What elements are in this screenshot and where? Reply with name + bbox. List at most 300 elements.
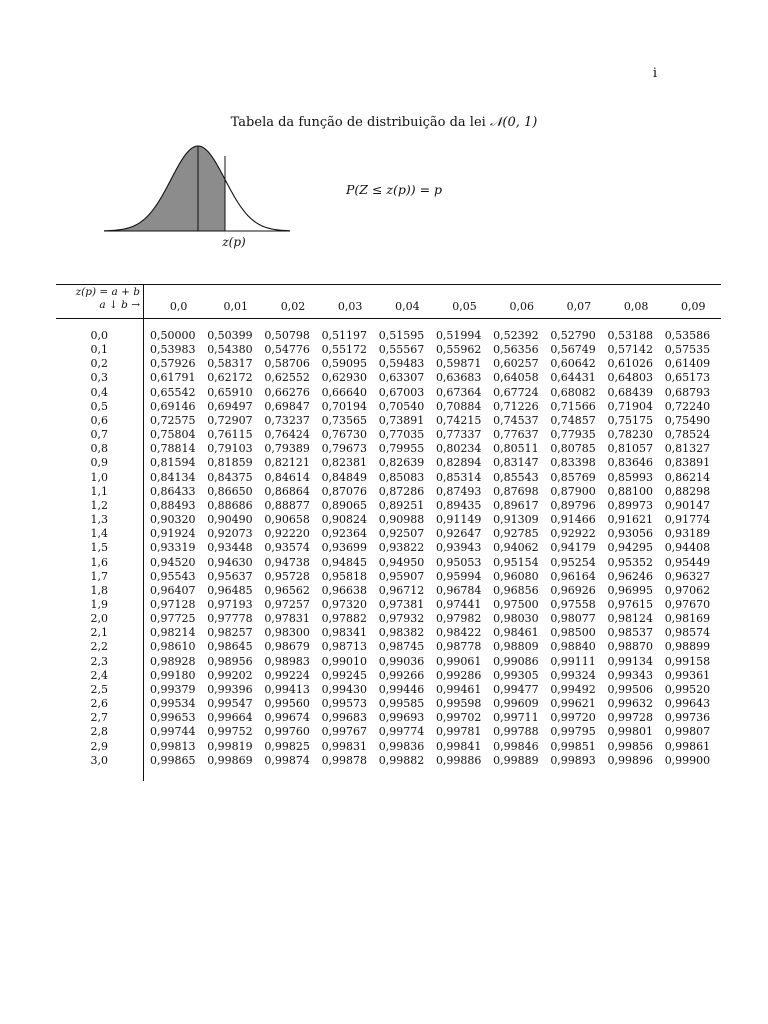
table-cell: 0,82894 xyxy=(435,456,482,470)
table-cell: 0,99674 xyxy=(264,711,310,725)
table-cell: 0,99430 xyxy=(321,682,368,696)
table-row xyxy=(150,584,722,598)
table-cell: 0,91621 xyxy=(607,513,653,527)
table-cell: 0,90147 xyxy=(664,498,711,512)
table-cell: 0,99573 xyxy=(321,697,368,711)
table-cell: 0,98030 xyxy=(493,612,539,626)
table-cell: 0,98257 xyxy=(207,626,253,640)
table-cell: 0,95449 xyxy=(664,555,711,569)
zp-label: z(p) xyxy=(222,235,246,249)
table-row xyxy=(150,471,722,485)
table-cell: 0,57535 xyxy=(664,343,711,357)
table-cell: 0,99900 xyxy=(664,753,711,767)
row-label: 1,0 xyxy=(90,470,108,484)
table-cell: 0,86864 xyxy=(264,484,310,498)
row-label: 1,3 xyxy=(90,513,108,527)
table-cell: 0,96784 xyxy=(435,583,482,597)
table-cell: 0,99202 xyxy=(207,668,253,682)
row-label: 3,0 xyxy=(90,753,108,767)
table-cell: 0,99396 xyxy=(207,682,253,696)
row-label: 2,3 xyxy=(90,654,108,668)
table-cell: 0,68439 xyxy=(607,385,653,399)
table-cell: 0,98645 xyxy=(207,640,253,654)
table-cell: 0,96407 xyxy=(150,583,196,597)
table-cell: 0,54380 xyxy=(207,343,253,357)
table-cell: 0,80785 xyxy=(550,442,596,456)
table-cell: 0,70194 xyxy=(321,399,368,413)
row-label: 1,8 xyxy=(90,583,108,597)
table-cell: 0,99609 xyxy=(493,697,539,711)
table-cell: 0,86433 xyxy=(150,484,196,498)
column-header: 0,03 xyxy=(337,300,363,313)
table-cell: 0,97381 xyxy=(378,597,425,611)
table-cell: 0,99831 xyxy=(321,739,368,753)
title-text: Tabela da função de distribuição da lei xyxy=(230,115,486,130)
table-cell: 0,97558 xyxy=(550,597,596,611)
table-cell: 0,95154 xyxy=(493,555,539,569)
table-cell: 0,67003 xyxy=(378,385,425,399)
table-cell: 0,81327 xyxy=(664,442,711,456)
table-cell: 0,99795 xyxy=(550,725,596,739)
table-cell: 0,73565 xyxy=(321,413,368,427)
row-label: 2,7 xyxy=(90,711,108,725)
row-label: 0,3 xyxy=(90,371,108,385)
table-cell: 0,89435 xyxy=(435,498,482,512)
table-cell: 0,94179 xyxy=(550,541,596,555)
title-law: 𝒩(0, 1) xyxy=(489,115,538,130)
row-label: 0,4 xyxy=(90,385,108,399)
table-cell: 0,60642 xyxy=(550,357,596,371)
table-cell: 0,79673 xyxy=(321,442,368,456)
table-cell: 0,98713 xyxy=(321,640,368,654)
row-label: 0,9 xyxy=(90,456,108,470)
table-cell: 0,63307 xyxy=(378,371,425,385)
table-cell: 0,83147 xyxy=(493,456,539,470)
table-cell: 0,87076 xyxy=(321,484,368,498)
column-header: 0,0 xyxy=(169,300,188,313)
table-cell: 0,78524 xyxy=(664,428,711,442)
table-row xyxy=(150,612,722,626)
table-cell: 0,99893 xyxy=(550,753,596,767)
table-cell: 0,99874 xyxy=(264,753,310,767)
table-cell: 0,59483 xyxy=(378,357,425,371)
table-cell: 0,92073 xyxy=(207,527,253,541)
row-label: 2,1 xyxy=(90,626,108,640)
table-cell: 0,99010 xyxy=(321,654,368,668)
table-row xyxy=(150,697,722,711)
probability-formula: P(Z ≤ z(p)) = p xyxy=(346,182,443,197)
table-cell: 0,84134 xyxy=(150,470,196,484)
row-label: 2,4 xyxy=(90,668,108,682)
table-cell: 0,99632 xyxy=(607,697,653,711)
table-cell: 0,99560 xyxy=(264,697,310,711)
table-row xyxy=(150,357,722,371)
table-cell: 0,98382 xyxy=(378,626,425,640)
table-cell: 0,69847 xyxy=(264,399,310,413)
table-cell: 0,89251 xyxy=(378,498,425,512)
table-cell: 0,99286 xyxy=(435,668,482,682)
table-cell: 0,58706 xyxy=(264,357,310,371)
table-cell: 0,99841 xyxy=(435,739,482,753)
table-cell: 0,99856 xyxy=(607,739,653,753)
table-cell: 0,99752 xyxy=(207,725,253,739)
column-header: 0,05 xyxy=(452,300,477,313)
table-cell: 0,90490 xyxy=(207,513,253,527)
table-cell: 0,99736 xyxy=(664,711,711,725)
table-cell: 0,59095 xyxy=(321,357,368,371)
table-row xyxy=(150,683,722,697)
table-cell: 0,99492 xyxy=(550,682,596,696)
table-cell: 0,85083 xyxy=(378,470,425,484)
table-cell: 0,86214 xyxy=(664,470,711,484)
table-cell: 0,99266 xyxy=(378,668,425,682)
table-cell: 0,99825 xyxy=(264,739,310,753)
table-row xyxy=(150,640,722,654)
table-cell: 0,97670 xyxy=(664,597,711,611)
table-cell: 0,99534 xyxy=(150,697,196,711)
table-cell: 0,81057 xyxy=(607,442,653,456)
table-cell: 0,85314 xyxy=(435,470,482,484)
table-cell: 0,99693 xyxy=(378,711,425,725)
table-cell: 0,65910 xyxy=(207,385,253,399)
table-cell: 0,92220 xyxy=(264,527,310,541)
table-cell: 0,88877 xyxy=(264,498,310,512)
table-cell: 0,90658 xyxy=(264,513,310,527)
table-cell: 0,72907 xyxy=(207,413,253,427)
row-label: 1,2 xyxy=(90,498,108,512)
column-header: 0,04 xyxy=(395,300,420,313)
table-cell: 0,84614 xyxy=(264,470,310,484)
table-cell: 0,99720 xyxy=(550,711,596,725)
table-cell: 0,97441 xyxy=(435,597,482,611)
table-cell: 0,56356 xyxy=(493,343,539,357)
column-header: 0,08 xyxy=(623,300,649,313)
table-cell: 0,99224 xyxy=(264,668,310,682)
table-cell: 0,99520 xyxy=(664,682,711,696)
table-cell: 0,98500 xyxy=(550,626,596,640)
table-cell: 0,98610 xyxy=(150,640,196,654)
table-cell: 0,98870 xyxy=(607,640,653,654)
column-header: 0,02 xyxy=(280,300,306,313)
table-cell: 0,72575 xyxy=(150,413,196,427)
row-label: 1,7 xyxy=(90,569,108,583)
table-cell: 0,99477 xyxy=(493,682,539,696)
table-cell: 0,94062 xyxy=(493,541,539,555)
page-title xyxy=(0,115,768,130)
table-cell: 0,95728 xyxy=(264,569,310,583)
table-cell: 0,99865 xyxy=(150,753,196,767)
table-cell: 0,64058 xyxy=(493,371,539,385)
table-cell: 0,97128 xyxy=(150,597,196,611)
table-cell: 0,92364 xyxy=(321,527,368,541)
row-label: 0,1 xyxy=(90,343,108,357)
table-cell: 0,74215 xyxy=(435,413,482,427)
table-cell: 0,98574 xyxy=(664,626,711,640)
table-cell: 0,71566 xyxy=(550,399,596,413)
row-label: 2,2 xyxy=(90,640,108,654)
table-cell: 0,94630 xyxy=(207,555,253,569)
table-cell: 0,51197 xyxy=(321,329,368,342)
row-label: 2,8 xyxy=(90,725,108,739)
table-cell: 0,92785 xyxy=(493,527,539,541)
table-cell: 0,87286 xyxy=(378,484,425,498)
table-cell: 0,57926 xyxy=(150,357,196,371)
corner-header-axes: a ↓ b → xyxy=(99,299,140,311)
table-cell: 0,99036 xyxy=(378,654,425,668)
table-cell: 0,83398 xyxy=(550,456,596,470)
table-cell: 0,98077 xyxy=(550,612,596,626)
table-cell: 0,86650 xyxy=(207,484,253,498)
table-cell: 0,99896 xyxy=(607,753,653,767)
table-cell: 0,50000 xyxy=(150,329,196,342)
table-cell: 0,65173 xyxy=(664,371,711,385)
table-cell: 0,52392 xyxy=(493,329,539,342)
table-vertical-rule xyxy=(143,284,144,781)
table-cell: 0,90824 xyxy=(321,513,368,527)
table-cell: 0,98983 xyxy=(264,654,310,668)
page-number: i xyxy=(652,66,658,81)
table-cell: 0,97831 xyxy=(264,612,310,626)
table-cell: 0,83646 xyxy=(607,456,653,470)
table-row xyxy=(150,556,722,570)
table-cell: 0,98214 xyxy=(150,626,196,640)
table-cell: 0,95994 xyxy=(435,569,482,583)
table-row xyxy=(150,598,722,612)
table-cell: 0,94520 xyxy=(150,555,196,569)
table-cell: 0,98422 xyxy=(435,626,482,640)
table-cell: 0,99134 xyxy=(607,654,653,668)
row-label: 1,6 xyxy=(90,555,108,569)
table-cell: 0,99343 xyxy=(607,668,653,682)
corner-header-formula: z(p) = a + b xyxy=(75,286,140,298)
table-row xyxy=(150,485,722,499)
table-cell: 0,96164 xyxy=(550,569,596,583)
table-cell: 0,55567 xyxy=(378,343,425,357)
table-row xyxy=(150,400,722,414)
table-cell: 0,98899 xyxy=(664,640,711,654)
table-cell: 0,88298 xyxy=(664,484,711,498)
row-label: 0,7 xyxy=(90,428,108,442)
table-cell: 0,96562 xyxy=(264,583,310,597)
table-cell: 0,53188 xyxy=(607,329,653,342)
column-header: 0,06 xyxy=(509,300,534,313)
table-cell: 0,91309 xyxy=(493,513,539,527)
table-row xyxy=(150,740,722,754)
table-cell: 0,99813 xyxy=(150,739,196,753)
table-cell: 0,93822 xyxy=(378,541,425,555)
row-label: 0,6 xyxy=(90,413,108,427)
table-cell: 0,98679 xyxy=(264,640,310,654)
table-cell: 0,77935 xyxy=(550,428,596,442)
table-cell: 0,69497 xyxy=(207,399,253,413)
table-cell: 0,97257 xyxy=(264,597,310,611)
table-cell: 0,99621 xyxy=(550,697,596,711)
table-cell: 0,61409 xyxy=(664,357,711,371)
table-cell: 0,50399 xyxy=(207,329,253,342)
table-cell: 0,97882 xyxy=(321,612,368,626)
table-cell: 0,91466 xyxy=(550,513,596,527)
table-cell: 0,99788 xyxy=(493,725,539,739)
table-cell: 0,89973 xyxy=(607,498,653,512)
table-row xyxy=(150,541,722,555)
table-row xyxy=(150,754,722,768)
table-cell: 0,90320 xyxy=(150,513,196,527)
table-cell: 0,62552 xyxy=(264,371,310,385)
table-cell: 0,73237 xyxy=(264,413,310,427)
table-cell: 0,78814 xyxy=(150,442,196,456)
table-cell: 0,99744 xyxy=(150,725,196,739)
row-label: 0,5 xyxy=(90,399,108,413)
table-cell: 0,99158 xyxy=(664,654,711,668)
table-cell: 0,69146 xyxy=(150,399,196,413)
table-cell: 0,99807 xyxy=(664,725,711,739)
table-row xyxy=(150,371,722,385)
table-cell: 0,99598 xyxy=(435,697,482,711)
normal-density-figure xyxy=(100,140,300,258)
table-cell: 0,80511 xyxy=(493,442,539,456)
table-cell: 0,67724 xyxy=(493,385,539,399)
table-cell: 0,95352 xyxy=(607,555,653,569)
row-label: 0,8 xyxy=(90,442,108,456)
shaded-area xyxy=(104,146,225,231)
table-cell: 0,94408 xyxy=(664,541,711,555)
table-cell: 0,99861 xyxy=(664,739,711,753)
table-cell: 0,96246 xyxy=(607,569,653,583)
table-cell: 0,91149 xyxy=(435,513,482,527)
table-cell: 0,99801 xyxy=(607,725,653,739)
table-cell: 0,99245 xyxy=(321,668,368,682)
table-cell: 0,98537 xyxy=(607,626,653,640)
row-label: 1,5 xyxy=(90,541,108,555)
table-cell: 0,97615 xyxy=(607,597,653,611)
table-cell: 0,93319 xyxy=(150,541,196,555)
table-cell: 0,55172 xyxy=(321,343,368,357)
table-cell: 0,52790 xyxy=(550,329,596,342)
table-cell: 0,81859 xyxy=(207,456,253,470)
table-cell: 0,99889 xyxy=(493,753,539,767)
table-cell: 0,93574 xyxy=(264,541,310,555)
table-cell: 0,97725 xyxy=(150,612,196,626)
table-cell: 0,88100 xyxy=(607,484,653,498)
table-header-rule xyxy=(56,318,721,319)
table-cell: 0,98809 xyxy=(493,640,539,654)
table-cell: 0,98840 xyxy=(550,640,596,654)
table-cell: 0,99180 xyxy=(150,668,196,682)
table-cell: 0,92922 xyxy=(550,527,596,541)
table-cell: 0,99585 xyxy=(378,697,425,711)
table-row xyxy=(150,499,722,513)
table-cell: 0,96712 xyxy=(378,583,425,597)
table-cell: 0,76424 xyxy=(264,428,310,442)
table-cell: 0,70884 xyxy=(435,399,482,413)
table-cell: 0,97932 xyxy=(378,612,425,626)
table-cell: 0,99461 xyxy=(435,682,482,696)
probability-table-body xyxy=(150,329,722,768)
table-cell: 0,93699 xyxy=(321,541,368,555)
table-cell: 0,99506 xyxy=(607,682,653,696)
table-cell: 0,99086 xyxy=(493,654,539,668)
table-cell: 0,61791 xyxy=(150,371,196,385)
table-cell: 0,77035 xyxy=(378,428,425,442)
row-label: 1,9 xyxy=(90,597,108,611)
table-cell: 0,99767 xyxy=(321,725,368,739)
table-cell: 0,71226 xyxy=(493,399,539,413)
table-row xyxy=(150,456,722,470)
table-row xyxy=(150,386,722,400)
table-cell: 0,76730 xyxy=(321,428,368,442)
table-cell: 0,96638 xyxy=(321,583,368,597)
bell-curve-graphic xyxy=(100,140,300,240)
table-cell: 0,66276 xyxy=(264,385,310,399)
table-cell: 0,95818 xyxy=(321,569,368,583)
table-cell: 0,77637 xyxy=(493,428,539,442)
table-cell: 0,80234 xyxy=(435,442,482,456)
table-cell: 0,94738 xyxy=(264,555,310,569)
table-cell: 0,99683 xyxy=(321,711,368,725)
table-cell: 0,61026 xyxy=(607,357,653,371)
table-cell: 0,63683 xyxy=(435,371,482,385)
table-cell: 0,99728 xyxy=(607,711,653,725)
table-cell: 0,96995 xyxy=(607,583,653,597)
table-cell: 0,99446 xyxy=(378,682,425,696)
row-label: 2,5 xyxy=(90,682,108,696)
table-cell: 0,77337 xyxy=(435,428,482,442)
table-cell: 0,95907 xyxy=(378,569,425,583)
table-cell: 0,87900 xyxy=(550,484,596,498)
table-cell: 0,99869 xyxy=(207,753,253,767)
table-cell: 0,98745 xyxy=(378,640,425,654)
table-cell: 0,70540 xyxy=(378,399,425,413)
table-cell: 0,51994 xyxy=(435,329,482,342)
table-cell: 0,99836 xyxy=(378,739,425,753)
table-cell: 0,82639 xyxy=(378,456,425,470)
table-cell: 0,99781 xyxy=(435,725,482,739)
table-cell: 0,82121 xyxy=(264,456,310,470)
table-cell: 0,83891 xyxy=(664,456,711,470)
table-cell: 0,99361 xyxy=(664,668,711,682)
table-cell: 0,99413 xyxy=(264,682,310,696)
table-cell: 0,78230 xyxy=(607,428,653,442)
table-cell: 0,68082 xyxy=(550,385,596,399)
table-cell: 0,99760 xyxy=(264,725,310,739)
table-cell: 0,85769 xyxy=(550,470,596,484)
table-cell: 0,88686 xyxy=(207,498,253,512)
row-label: 2,0 xyxy=(90,612,108,626)
table-cell: 0,99711 xyxy=(493,711,539,725)
table-row xyxy=(150,513,722,527)
table-cell: 0,76115 xyxy=(207,428,253,442)
table-cell: 0,58317 xyxy=(207,357,253,371)
table-cell: 0,99878 xyxy=(321,753,368,767)
table-cell: 0,93189 xyxy=(664,527,711,541)
table-cell: 0,98169 xyxy=(664,612,711,626)
table-row xyxy=(150,414,722,428)
table-row xyxy=(150,428,722,442)
table-cell: 0,73891 xyxy=(378,413,425,427)
table-row xyxy=(150,527,722,541)
column-header: 0,01 xyxy=(223,300,249,313)
table-cell: 0,85993 xyxy=(607,470,653,484)
table-cell: 0,74857 xyxy=(550,413,596,427)
table-cell: 0,99379 xyxy=(150,682,196,696)
table-cell: 0,99664 xyxy=(207,711,253,725)
table-cell: 0,97062 xyxy=(664,583,711,597)
table-cell: 0,51595 xyxy=(378,329,425,342)
table-row xyxy=(150,626,722,640)
table-cell: 0,90988 xyxy=(378,513,425,527)
column-header: 0,09 xyxy=(681,300,706,313)
table-cell: 0,82381 xyxy=(321,456,368,470)
